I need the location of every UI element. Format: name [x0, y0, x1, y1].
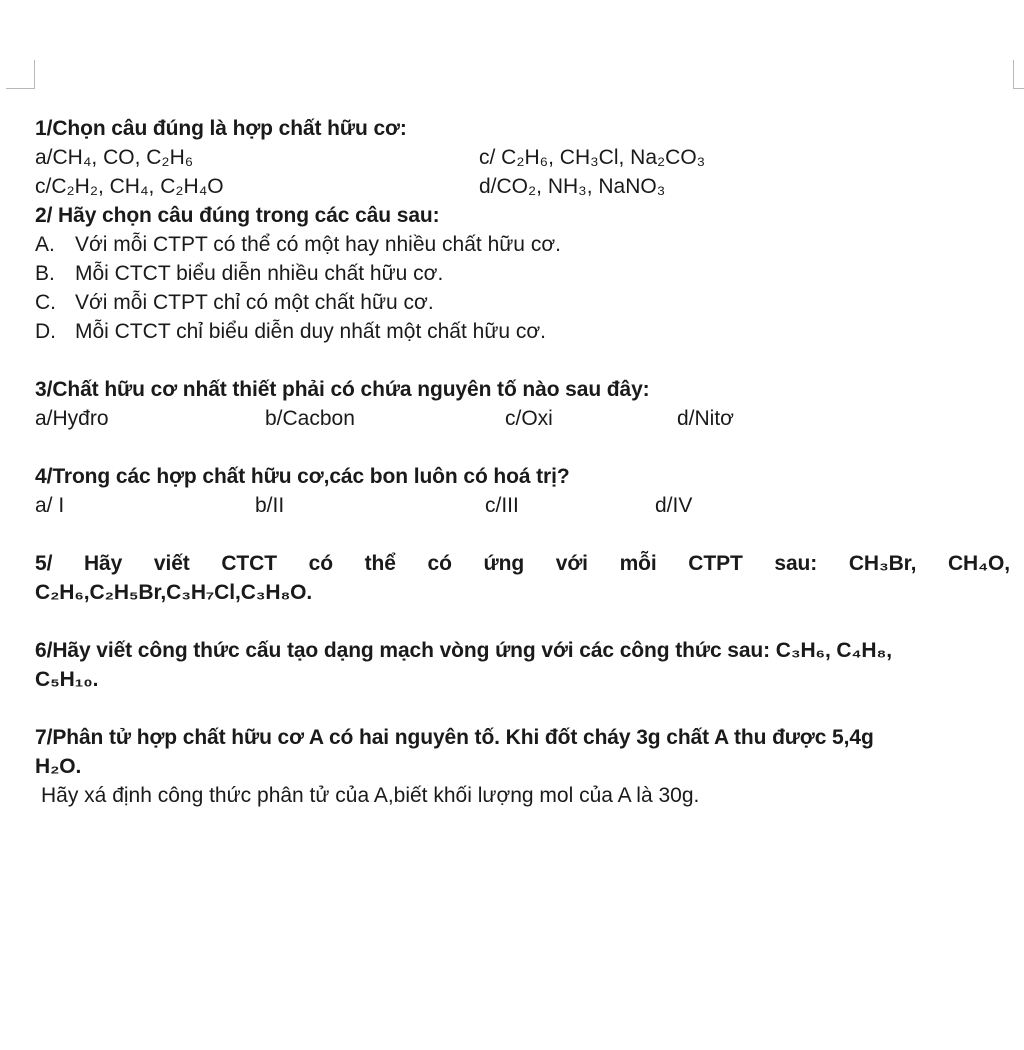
q3-option-d: d/Nitơ: [677, 407, 734, 430]
q2-option-a-text: Với mỗi CTPT có thể có một hay nhiều chất hữu cơ.: [75, 233, 561, 256]
q2-option-c: [35, 288, 1015, 317]
q3-option-a: a/Hyđro: [35, 407, 109, 430]
q4-option-c: c/III: [485, 494, 519, 517]
question-2-title: 2/ Hãy chọn câu đúng trong các câu sau:: [35, 204, 440, 227]
crop-mark-left: [6, 60, 35, 89]
q1-option-a: a/CH₄, CO, C₂H₆: [35, 146, 194, 169]
question-7-line-2: H₂O.: [35, 755, 82, 778]
q1-option-c2: c/C₂H₂, CH₄, C₂H₄O: [35, 175, 224, 198]
q2-option-a: [35, 230, 1015, 259]
q1-option-d: d/CO₂, NH₃, NaNO₃: [479, 175, 666, 198]
q4-option-d: d/IV: [655, 494, 693, 517]
question-7-line-1: 7/Phân tử hợp chất hữu cơ A có hai nguyên tố. Khi đốt cháy 3g chất A thu được 5,4g: [35, 726, 874, 749]
q3-option-c: c/Oxi: [505, 407, 553, 430]
q1-option-c1: c/ C₂H₆, CH₃Cl, Na₂CO₃: [479, 146, 706, 169]
question-7-line-3: Hãy xá định công thức phân tử của A,biết khối lượng mol của A là 30g.: [41, 784, 700, 807]
crop-mark-right: [1013, 60, 1024, 89]
q2-option-c-letter: C.: [35, 291, 56, 314]
question-6-line-2: C₅H₁₀.: [35, 668, 99, 691]
question-3-title: 3/Chất hữu cơ nhất thiết phải có chứa nguyên tố nào sau đây:: [35, 378, 650, 401]
q2-option-d-text: Mỗi CTCT chỉ biểu diễn duy nhất một chất hữu cơ.: [75, 320, 546, 343]
q4-option-a: a/ I: [35, 494, 65, 517]
document-body: [35, 114, 1015, 810]
question-1-title: 1/Chọn câu đúng là hợp chất hữu cơ:: [35, 117, 407, 140]
question-4-title: 4/Trong các hợp chất hữu cơ,các bon luôn có hoá trị?: [35, 465, 570, 488]
q2-option-b-text: Mỗi CTCT biểu diễn nhiều chất hữu cơ.: [75, 262, 444, 285]
question-5-line-1: 5/ Hãy viết CTCT có thể có ứng với mỗi CTPT sau: CH₃Br, CH₄O,: [35, 552, 1010, 575]
q2-option-b: [35, 259, 1015, 288]
q2-option-a-letter: A.: [35, 233, 55, 256]
q4-option-b: b/II: [255, 494, 285, 517]
q2-option-b-letter: B.: [35, 262, 55, 285]
question-1-row-1: [35, 143, 1015, 172]
question-4-options: [35, 491, 1015, 520]
question-1-row-2: [35, 172, 1015, 201]
question-5-line-2: C₂H₆,C₂H₅Br,C₃H₇Cl,C₃H₈O.: [35, 581, 313, 604]
q2-option-d-letter: D.: [35, 320, 56, 343]
q2-option-d: [35, 317, 1015, 346]
question-3-options: [35, 404, 1015, 433]
question-6-line-1: 6/Hãy viết công thức cấu tạo dạng mạch vòng ứng với các công thức sau: C₃H₆, C₄H₈,: [35, 639, 892, 662]
q2-option-c-text: Với mỗi CTPT chỉ có một chất hữu cơ.: [75, 291, 434, 314]
q3-option-b: b/Cacbon: [265, 407, 355, 430]
